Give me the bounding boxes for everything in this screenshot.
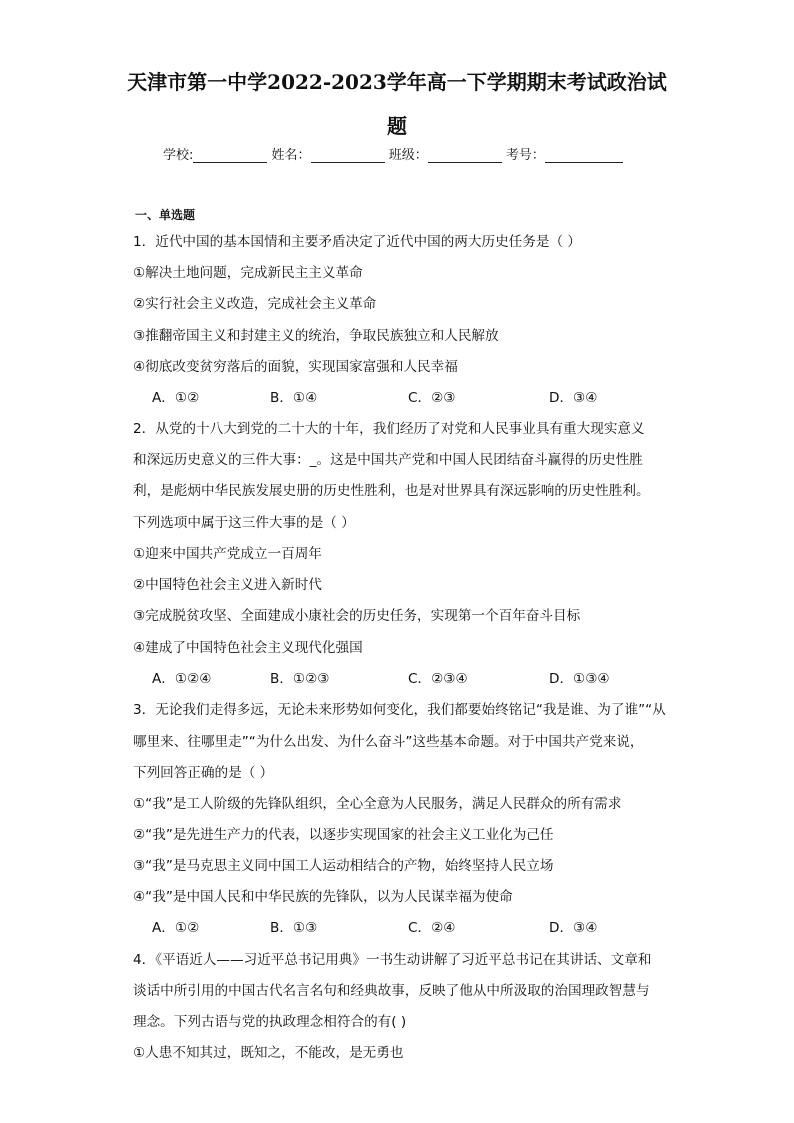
section-title: 一、单选题 <box>135 208 196 222</box>
question-2-item-1: ①迎来中国共产党成立一百周年 <box>133 546 322 562</box>
class-blank[interactable] <box>428 148 502 163</box>
option-c[interactable]: C．②③④ <box>408 671 468 687</box>
question-3-stem-3: 下列回答正确的是（ ） <box>133 765 274 781</box>
option-d[interactable]: D．①③④ <box>549 671 610 687</box>
question-2-stem-2: 和深远历史意义的三件大事：_。这是中国共产党和中国人民团结奋斗赢得的历史性胜 <box>133 452 643 468</box>
question-1-item-3: ③推翻帝国主义和封建主义的统治，争取民族独立和人民解放 <box>133 328 499 344</box>
option-a[interactable]: A．①② <box>152 390 200 406</box>
option-d[interactable]: D．③④ <box>549 390 598 406</box>
question-2-stem-4: 下列选项中属于这三件大事的是（ ） <box>133 515 355 531</box>
option-b[interactable]: B．①③ <box>270 920 318 936</box>
question-4-stem-3: 理念。下列古语与党的执政理念相符合的有( ) <box>133 1014 407 1030</box>
question-2-item-2: ②中国特色社会主义进入新时代 <box>133 577 322 593</box>
question-4-stem-1: 4．《平语近人——习近平总书记用典》一书生动讲解了习近平总书记在其讲话、文章和 <box>133 952 652 968</box>
option-a[interactable]: A．①② <box>152 920 200 936</box>
exam-title-line1: 天津市第一中学2022-2023学年高一下学期期末考试政治试 <box>127 70 667 94</box>
option-c[interactable]: C．②③ <box>408 390 456 406</box>
question-4-item-1: ①人患不知其过，既知之，不能改，是无勇也 <box>133 1045 404 1061</box>
option-d[interactable]: D．③④ <box>549 920 598 936</box>
question-3-item-1: ①“我”是工人阶级的先锋队组织，全心全意为人民服务，满足人民群众的所有需求 <box>133 796 622 812</box>
question-4-stem-2: 谈话中所引用的中国古代名言名句和经典故事，反映了他从中所汲取的治国理政智慧与 <box>133 983 650 999</box>
question-1-item-1: ①解决土地问题，完成新民主主义革命 <box>133 265 363 281</box>
question-2-item-3: ③完成脱贫攻坚、全面建成小康社会的历史任务，实现第一个百年奋斗目标 <box>133 608 581 624</box>
option-b[interactable]: B．①②③ <box>270 671 330 687</box>
question-1-item-4: ④彻底改变贫穷落后的面貌，实现国家富强和人民幸福 <box>133 359 458 375</box>
question-3-item-2: ②“我”是先进生产力的代表，以逐步实现国家的社会主义工业化为己任 <box>133 827 554 843</box>
class-label: 班级： <box>388 148 428 163</box>
school-blank[interactable] <box>193 148 267 163</box>
name-label: 姓名： <box>271 148 311 163</box>
question-3-stem-2: 哪里来、往哪里走”“为什么出发、为什么奋斗”这些基本命题。对于中国共产党来说， <box>133 734 644 750</box>
option-a[interactable]: A．①②④ <box>152 671 212 687</box>
student-info-row <box>163 144 643 163</box>
question-3-stem-1: 3．无论我们走得多远，无论未来形势如何变化，我们都要始终铭记“我是谁、为了谁”“从 <box>133 702 666 718</box>
option-c[interactable]: C．②④ <box>408 920 456 936</box>
question-2-stem-3: 利，是彪炳中华民族发展史册的历史性胜利，也是对世界具有深远影响的历史性胜利。 <box>133 483 650 499</box>
question-1-item-2: ②实行社会主义改造，完成社会主义革命 <box>133 296 377 312</box>
question-2-stem-1: 2．从党的十八大到党的二十大的十年，我们经历了对党和人民事业具有重大现实意义 <box>133 421 645 437</box>
school-label: 学校: <box>163 148 194 163</box>
exam-title-line2: 题 <box>387 114 407 138</box>
exam-no-blank[interactable] <box>545 148 623 163</box>
name-blank[interactable] <box>311 148 385 163</box>
option-b[interactable]: B．①④ <box>270 390 318 406</box>
question-1-stem: 1．近代中国的基本国情和主要矛盾决定了近代中国的两大历史任务是（ ） <box>133 234 581 250</box>
exam-no-label: 考号： <box>505 148 545 163</box>
question-3-item-3: ③“我”是马克思主义同中国工人运动相结合的产物，始终坚持人民立场 <box>133 858 554 874</box>
question-2-item-4: ④建成了中国特色社会主义现代化强国 <box>133 640 363 656</box>
question-3-item-4: ④“我”是中国人民和中华民族的先锋队，以为人民谋幸福为使命 <box>133 889 513 905</box>
